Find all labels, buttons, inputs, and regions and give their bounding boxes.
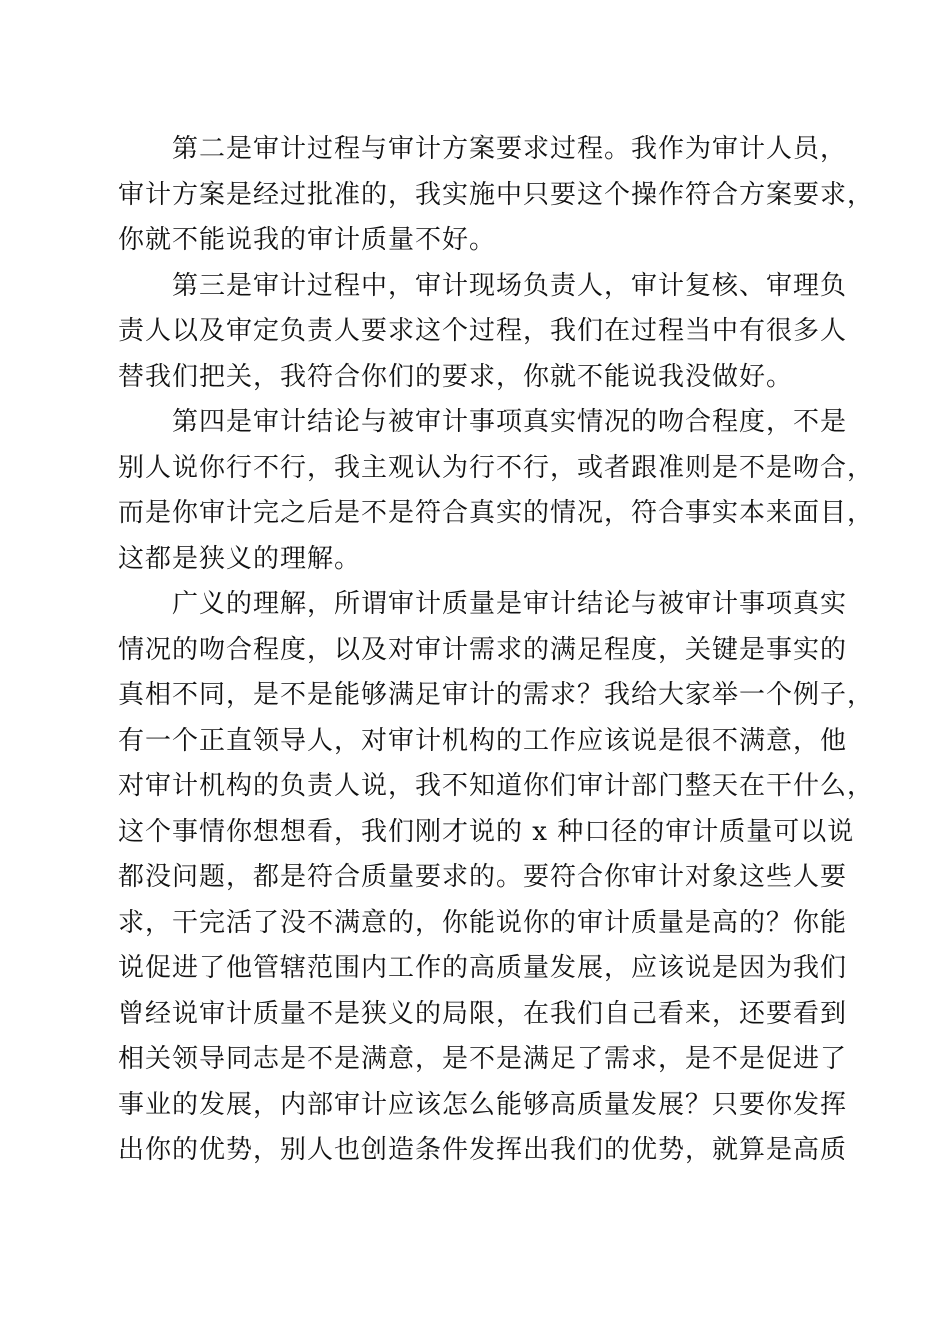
text-line: 曾经说审计质量不是狭义的局限，在我们自己看来，还要看到 xyxy=(118,998,848,1029)
paragraph xyxy=(118,264,858,401)
document-page xyxy=(118,127,875,1174)
text-line: 而是你审计完之后是不是符合真实的情况，符合事实本来面目， xyxy=(118,498,875,528)
text-line: 审计方案是经过批准的，我实施中只要这个操作符合方案要求， xyxy=(118,179,875,210)
text-line: 事业的发展，内部审计应该怎么能够高质量发展？只要你发挥 xyxy=(118,1089,848,1120)
text-line: 你就不能说我的审计质量不好。 xyxy=(118,225,497,255)
text-line: 对审计机构的负责人说，我不知道你们审计部门整天在干什么， xyxy=(118,771,875,801)
paragraph xyxy=(118,127,875,264)
text-line: 这个事情你想想看，我们刚才说的 x 种口径的审计质量可以说 xyxy=(118,816,855,847)
text-line: 别人说你行不行，我主观认为行不行，或者跟准则是不是吻合， xyxy=(118,452,875,483)
text-line: 责人以及审定负责人要求这个过程，我们在过程当中有很多人 xyxy=(118,316,848,346)
text-line: 真相不同，是不是能够满足审计的需求？我给大家举一个例子， xyxy=(118,680,875,710)
text-line: 都没问题，都是符合质量要求的。要符合你审计对象这些人要 xyxy=(118,862,848,892)
text-line: 这都是狭义的理解。 xyxy=(118,543,362,574)
text-line: 第二是审计过程与审计方案要求过程。我作为审计人员， xyxy=(172,134,848,164)
paragraph xyxy=(118,582,875,1174)
text-line: 求，干完活了没不满意的，你能说你的审计质量是高的？你能 xyxy=(118,907,848,938)
text-line: 第四是审计结论与被审计事项真实情况的吻合程度，不是 xyxy=(172,407,848,437)
text-line: 情况的吻合程度，以及对审计需求的满足程度，关键是事实的 xyxy=(118,634,848,665)
text-line: 有一个正直领导人，对审计机构的工作应该说是很不满意，他 xyxy=(118,725,848,756)
text-line: 相关领导同志是不是满意，是不是满足了需求，是不是促进了 xyxy=(118,1044,848,1074)
text-line: 广义的理解，所谓审计质量是审计结论与被审计事项真实 xyxy=(172,589,848,619)
text-line: 第三是审计过程中，审计现场负责人，审计复核、审理负 xyxy=(172,270,848,301)
text-line: 替我们把关，我符合你们的要求，你就不能说我没做好。 xyxy=(118,361,794,392)
text-line: 出你的优势，别人也创造条件发挥出我们的优势，就算是高质 xyxy=(118,1135,848,1165)
text-line: 说促进了他管辖范围内工作的高质量发展，应该说是因为我们 xyxy=(118,953,848,983)
paragraph xyxy=(118,400,875,582)
